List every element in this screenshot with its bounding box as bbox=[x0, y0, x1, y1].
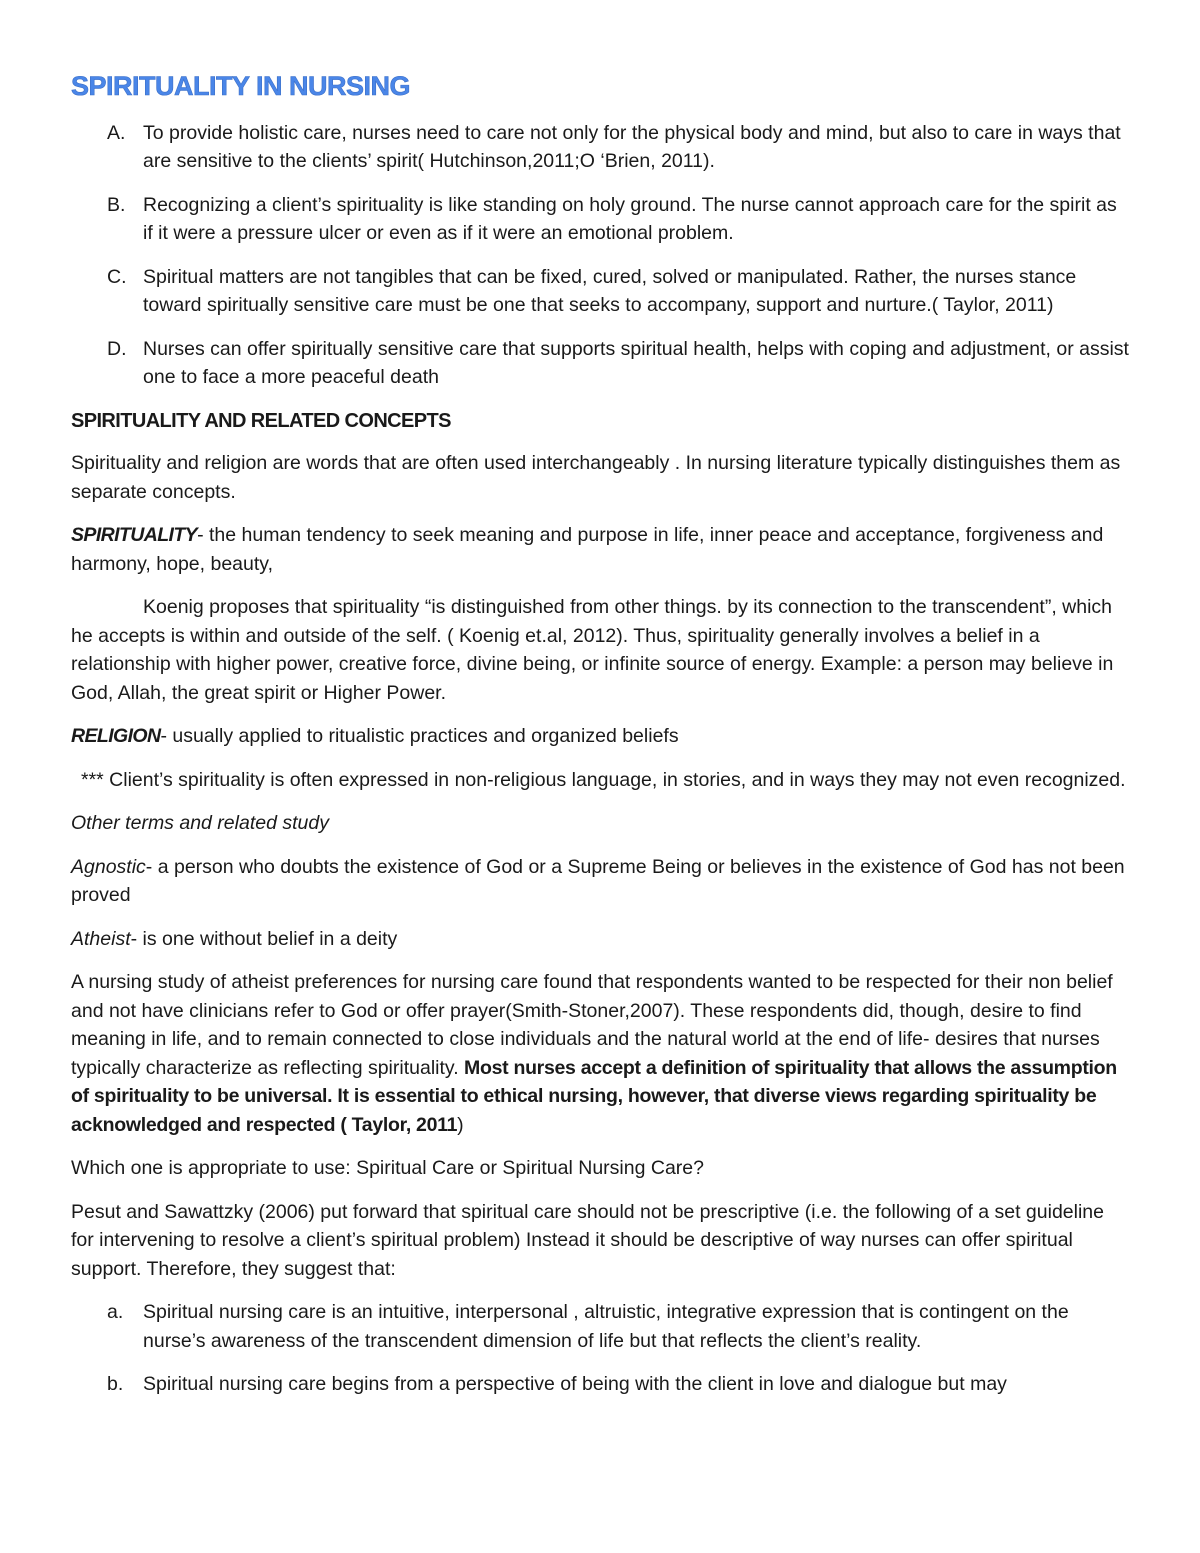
list-item bbox=[71, 191, 1131, 248]
term-spirituality: SPIRITUALITY bbox=[71, 524, 198, 546]
list-marker: b. bbox=[107, 1373, 124, 1395]
question-paragraph: Which one is appropriate to use: Spiritual Care or Spiritual Nursing Care? bbox=[71, 1157, 704, 1179]
definition-text: - the human tendency to seek meaning and purpose in life, inner peace and acceptance, forgiveness and harmony, hope, beauty, bbox=[71, 524, 1104, 575]
list-item bbox=[71, 119, 1131, 176]
atheist-definition bbox=[71, 925, 1131, 954]
intro-paragraph: Spirituality and religion are words that are often used interchangeably . In nursing literature typically distinguishes them as separate concepts. bbox=[71, 452, 1121, 503]
list-item-text: Spiritual matters are not tangibles that can be fixed, cured, solved or manipulated. Rather, the nurses stance toward spiritually sensitive care must be one that seeks to accompany, support and nurture.( Taylor, 2011) bbox=[143, 265, 1077, 316]
list-marker: B. bbox=[107, 193, 126, 216]
list-marker: a. bbox=[107, 1301, 124, 1323]
spirituality-definition bbox=[71, 521, 1131, 578]
list-marker: C. bbox=[107, 265, 127, 288]
other-terms-heading: Other terms and related study bbox=[71, 812, 329, 834]
definition-text: - usually applied to ritualistic practices and organized beliefs bbox=[160, 725, 679, 747]
document-page bbox=[71, 72, 1131, 1414]
list-item bbox=[71, 335, 1131, 392]
list-item-text: To provide holistic care, nurses need to care not only for the physical body and mind, but also to care in ways that are sensitive to the clients’ spirit( Hutchinson,2011;O ‘Brien, 2011). bbox=[143, 121, 1121, 172]
definition-text: - a person who doubts the existence of God or a Supreme Being or believes in the existence of God has not been proved bbox=[71, 855, 1125, 906]
study-text: A nursing study of atheist preferences for nursing care found that respondents wanted to be respected for their non belief and not have clinicians refer to God or offer prayer(Smith-Stoner,2007). These respondents did, though, desire to find meaning in life, and to remain connected to close individuals and the natural world at the end of life- desires that nurses typically characterize as reflecting spirituality. bbox=[71, 971, 1113, 1079]
study-bold-text: Most nurses accept a definition of spirituality that allows the assumption of spirituality to be universal. It is essential to ethical nursing, however, that diverse views regarding spirituality be acknowledged and respected ( Taylor, 2011 bbox=[71, 1056, 1117, 1136]
agnostic-definition bbox=[71, 853, 1131, 910]
list-item bbox=[71, 1370, 1131, 1399]
document-title: SPIRITUALITY IN NURSING bbox=[71, 71, 411, 101]
list-item bbox=[71, 263, 1131, 320]
suggest-list bbox=[71, 1298, 1131, 1399]
term-atheist: Atheist bbox=[71, 927, 131, 950]
koenig-paragraph: Koenig proposes that spirituality “is distinguished from other things. by its connection to the transcendent”, which he accepts is within and outside of the self. ( Koenig et.al, 2012). Thus, spirituality generally involves a belief in a relationship with higher power, creative force, divine being, or infinite source of energy. Example: a person may believe in God, Allah, the great spirit or Higher Power. bbox=[71, 596, 1114, 704]
list-item-text: Spiritual nursing care begins from a perspective of being with the client in love and dialogue but may bbox=[143, 1373, 1007, 1395]
list-item bbox=[71, 1298, 1131, 1355]
list-item-text: Spiritual nursing care is an intuitive, interpersonal , altruistic, integrative expression that is contingent on the nurse’s awareness of the transcendent dimension of life but that reflects the client’s reality. bbox=[143, 1301, 1069, 1352]
term-agnostic: Agnostic bbox=[71, 855, 146, 878]
term-religion: RELIGION bbox=[71, 725, 161, 747]
religion-definition bbox=[71, 722, 1131, 751]
list-item-text: Recognizing a client’s spirituality is like standing on holy ground. The nurse cannot approach care for the spirit as if it were a pressure ulcer or even as if it were an emotional problem. bbox=[143, 193, 1117, 244]
list-marker: A. bbox=[107, 121, 126, 144]
study-paragraph bbox=[71, 968, 1131, 1139]
list-item-text: Nurses can offer spiritually sensitive care that supports spiritual health, helps with coping and adjustment, or assist one to face a more peaceful death bbox=[143, 337, 1129, 388]
list-marker: D. bbox=[107, 337, 127, 360]
study-end-text: ) bbox=[457, 1113, 464, 1136]
intro-list bbox=[71, 119, 1131, 392]
section-heading: SPIRITUALITY AND RELATED CONCEPTS bbox=[71, 409, 451, 432]
definition-text: - is one without belief in a deity bbox=[130, 927, 398, 950]
note-paragraph: *** Client’s spirituality is often expressed in non-religious language, in stories, and in ways they may not even recognized. bbox=[81, 768, 1126, 791]
pesut-paragraph: Pesut and Sawattzky (2006) put forward that spiritual care should not be prescriptive (i.e. the following of a set guideline for intervening to resolve a client’s spiritual problem) Instead it should be descriptive of way nurses can offer spiritual support. Therefore, they suggest that: bbox=[71, 1200, 1104, 1280]
